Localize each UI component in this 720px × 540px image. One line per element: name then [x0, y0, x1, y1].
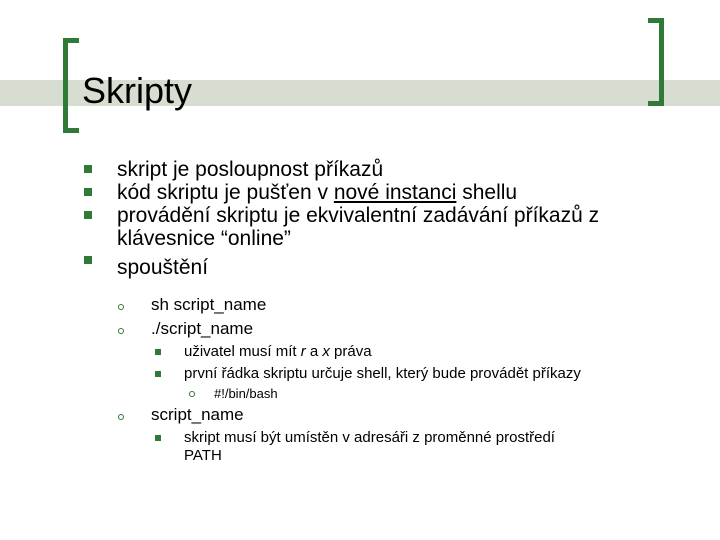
bullet-square-icon — [84, 256, 92, 264]
bullet-text-2-part: shellu — [456, 181, 518, 204]
bullet-square-icon — [84, 211, 92, 219]
bullet-text-2-underlined: nové instanci — [333, 181, 457, 204]
sub-sub-bullet-2: první řádka skriptu určuje shell, který bude provádět příkazy — [184, 365, 581, 382]
bullet-square-icon — [155, 435, 161, 441]
sub-sub-sub-bullet-1: #!/bin/bash — [214, 386, 278, 401]
sub-sub-bullet-1 — [184, 343, 372, 361]
bullet-text-2 — [117, 182, 517, 204]
bullet-text-3-line1: provádění skriptu je ekvivalentní zadávání příkazů z — [117, 204, 600, 227]
text-part: práva — [329, 343, 372, 360]
right-bracket-decoration — [648, 18, 664, 106]
left-bracket-decoration — [63, 38, 79, 133]
text-part: a — [305, 343, 323, 360]
bullet-ring-icon — [118, 328, 124, 334]
slide-title: Skripty — [82, 70, 193, 111]
sub-bullet-2: ./script_name — [151, 319, 254, 338]
sub-bullet-1: sh script_name — [151, 295, 267, 314]
sub-sub-bullet-3-line1: skript musí být umístěn v adresáři z proměnné prostředí — [184, 429, 555, 446]
bullet-text-1: skript je posloupnost příkazů — [117, 158, 384, 181]
bullet-ring-icon — [189, 391, 195, 397]
bullet-square-icon — [84, 165, 92, 173]
bullet-ring-icon — [118, 304, 124, 310]
bullet-ring-icon — [118, 414, 124, 420]
sub-bullet-3: script_name — [151, 405, 244, 424]
bullet-text-2-part: kód skriptu je pušťen v — [117, 181, 334, 204]
sub-sub-bullet-3-line2: PATH — [184, 447, 222, 464]
text-italic: x — [322, 343, 330, 360]
bullet-square-icon — [155, 349, 161, 355]
bullet-text-3-line2: klávesnice “online” — [117, 227, 291, 250]
bullet-square-icon — [155, 371, 161, 377]
text-italic: r — [300, 343, 306, 360]
text-part: uživatel musí mít — [184, 343, 301, 360]
bullet-text-4: spouštění — [117, 256, 209, 279]
bullet-square-icon — [84, 188, 92, 196]
